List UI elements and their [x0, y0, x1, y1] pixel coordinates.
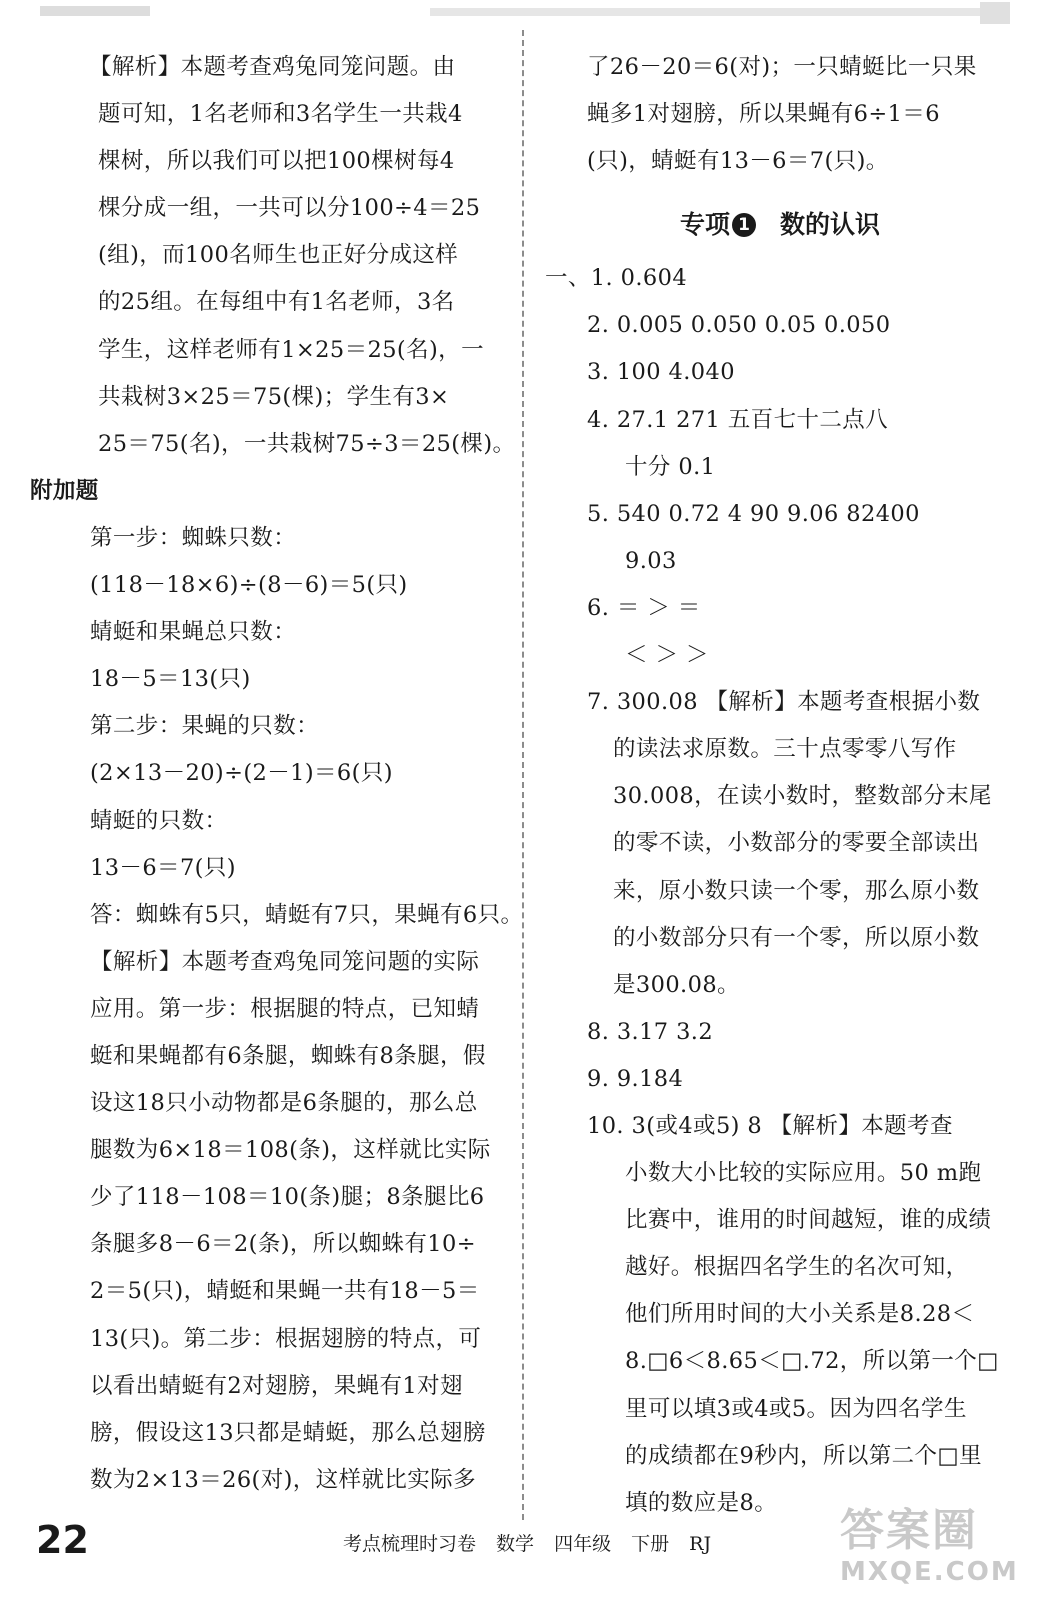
text-line: 18－5＝13(只)	[90, 666, 251, 693]
column-divider	[522, 30, 524, 1520]
solution-block	[30, 515, 524, 939]
text-line: 的成绩都在9秒内，所以第二个□里	[625, 1442, 982, 1469]
top-decoration	[0, 0, 1049, 30]
text-line: (只)，蜻蜓有13－6＝7(只)。	[587, 148, 889, 175]
extra-question-heading: 附加题	[30, 477, 99, 504]
watermark-logo	[840, 1505, 1040, 1595]
page-number: 22	[36, 1518, 89, 1562]
section-name: 数的认识	[780, 210, 881, 240]
answer-item-5: 5. 540 0.72 4 90 9.06 82400	[587, 500, 920, 527]
text-line: 30.008，在读小数时，整数部分末尾	[613, 783, 992, 810]
text-line: 的读法求原数。三十点零零八写作	[613, 736, 957, 763]
section-number-badge: 1	[732, 213, 756, 237]
text-line: 13(只)。第二步：根据翅膀的特点，可	[90, 1325, 482, 1352]
answer-item-5-cont: 9.03	[625, 547, 677, 574]
analysis-block-2	[30, 939, 510, 1504]
text-line: 学生，这样老师有1×25＝25(名)，一	[98, 336, 484, 363]
text-line: 腿数为6×18＝108(条)，这样就比实际	[90, 1137, 491, 1164]
text-line: 少了118－108＝10(条)腿；8条腿比6	[90, 1184, 485, 1211]
text-line: (118－18×6)÷(8－6)＝5(只)	[90, 572, 408, 599]
book-info-footer: 考点梳理时习卷 数学 四年级 下册 RJ	[343, 1533, 712, 1555]
text-line: 他们所用时间的大小关系是8.28＜	[625, 1301, 975, 1328]
text-line: 8.□6＜8.65＜□.72，所以第一个□	[625, 1348, 999, 1375]
answer-item-4: 4. 27.1 271 五百七十二点八	[587, 406, 889, 433]
left-column	[30, 44, 524, 1504]
watermark-text: 答案圈	[840, 1505, 978, 1556]
text-line: 条腿多8－6＝2(条)，所以蜘蛛有10÷	[90, 1231, 476, 1258]
watermark-url: MXQE.COM	[840, 1557, 1019, 1587]
text-line: 小数大小比较的实际应用。50 m跑	[625, 1160, 982, 1187]
text-line: 棵树，所以我们可以把100棵树每4	[98, 148, 455, 175]
text-line: 越好。根据四名学生的名次可知，	[625, 1254, 969, 1281]
text-line: 里可以填3或4或5。因为四名学生	[625, 1395, 967, 1422]
text-line: 题可知，1名老师和3名学生一共栽4	[98, 101, 463, 128]
text-line: 的小数部分只有一个零，所以原小数	[613, 924, 980, 951]
answer-item-6: 6. ＝ ＞ ＝	[587, 594, 701, 621]
answer-item-6-cont: ＜ ＞ ＞	[625, 642, 709, 669]
answer-line: 答：蜘蛛有5只，蜻蜓有7只，果蝇有6只。	[90, 901, 524, 928]
answer-item-10: 10. 3(或4或5) 8 【解析】本题考查	[587, 1112, 953, 1139]
text-line: 设这18只小动物都是6条腿的，那么总	[90, 1090, 478, 1117]
section-label: 专项	[679, 210, 730, 240]
text-line: 棵分成一组，一共可以分100÷4＝25	[98, 195, 481, 222]
answer-item-2: 2. 0.005 0.050 0.05 0.050	[587, 312, 891, 339]
text-line: 应用。第一步：根据腿的特点，已知蜻	[90, 995, 480, 1022]
text-line: 共栽树3×25＝75(棵)；学生有3×	[98, 383, 450, 410]
text-line: 膀，假设这13只都是蜻蜓，那么总翅膀	[90, 1419, 486, 1446]
text-line: 的25组。在每组中有1名老师，3名	[98, 289, 455, 316]
text-line: 蝇多1对翅膀，所以果蝇有6÷1＝6	[587, 101, 940, 128]
text-line: (组)，而100名师生也正好分成这样	[98, 242, 459, 269]
answer-item-9: 9. 9.184	[587, 1065, 684, 1092]
text-line: 蜻蜓的只数：	[90, 807, 228, 834]
text-line: 来，原小数只读一个零，那么原小数	[613, 877, 980, 904]
text-line: 蜻蜓和果蝇总只数：	[90, 619, 297, 646]
text-line: 第二步：果蝇的只数：	[90, 713, 320, 740]
text-line: 【解析】本题考查鸡兔同笼问题的实际	[90, 948, 480, 975]
text-line: (2×13－20)÷(2－1)＝6(只)	[90, 760, 393, 787]
answer-item-3: 3. 100 4.040	[587, 359, 735, 386]
answer-item-7: 7. 300.08 【解析】本题考查根据小数	[587, 689, 981, 716]
text-line: 第一步：蜘蛛只数：	[90, 524, 297, 551]
text-line: 填的数应是8。	[625, 1489, 778, 1516]
text-line: 比赛中，谁用的时间越短，谁的成绩	[625, 1207, 992, 1234]
text-line: 数为2×13＝26(对)，这样就比实际多	[90, 1466, 476, 1493]
right-column	[545, 44, 1015, 1527]
answer-item-8: 8. 3.17 3.2	[587, 1018, 714, 1045]
text-line: 2＝5(只)，蜻蜓和果蝇一共有18－5＝	[90, 1278, 480, 1305]
text-line: 以看出蜻蜓有2对翅膀，果蝇有1对翅	[90, 1372, 463, 1399]
text-line: 了26－20＝6(对)；一只蜻蜓比一只果	[587, 54, 977, 80]
text-line: 25＝75(名)，一共栽树75÷3＝25(棵)。	[98, 430, 516, 457]
text-line: 蜓和果蝇都有6条腿，蜘蛛有8条腿，假	[90, 1042, 486, 1069]
answer-item-1: 一、1. 0.604	[545, 265, 688, 292]
text-line: 【解析】本题考查鸡兔同笼问题。由	[89, 54, 456, 80]
continuation-block	[545, 44, 1015, 185]
answers-block	[545, 255, 1015, 1527]
analysis-block-1	[30, 44, 516, 468]
text-line: 13－6＝7(只)	[90, 854, 236, 881]
text-line: 的零不读，小数部分的零要全部读出	[613, 830, 980, 857]
answer-item-4-cont: 十分 0.1	[625, 453, 716, 480]
text-line: 是300.08。	[613, 971, 740, 998]
section-title	[545, 195, 1015, 255]
